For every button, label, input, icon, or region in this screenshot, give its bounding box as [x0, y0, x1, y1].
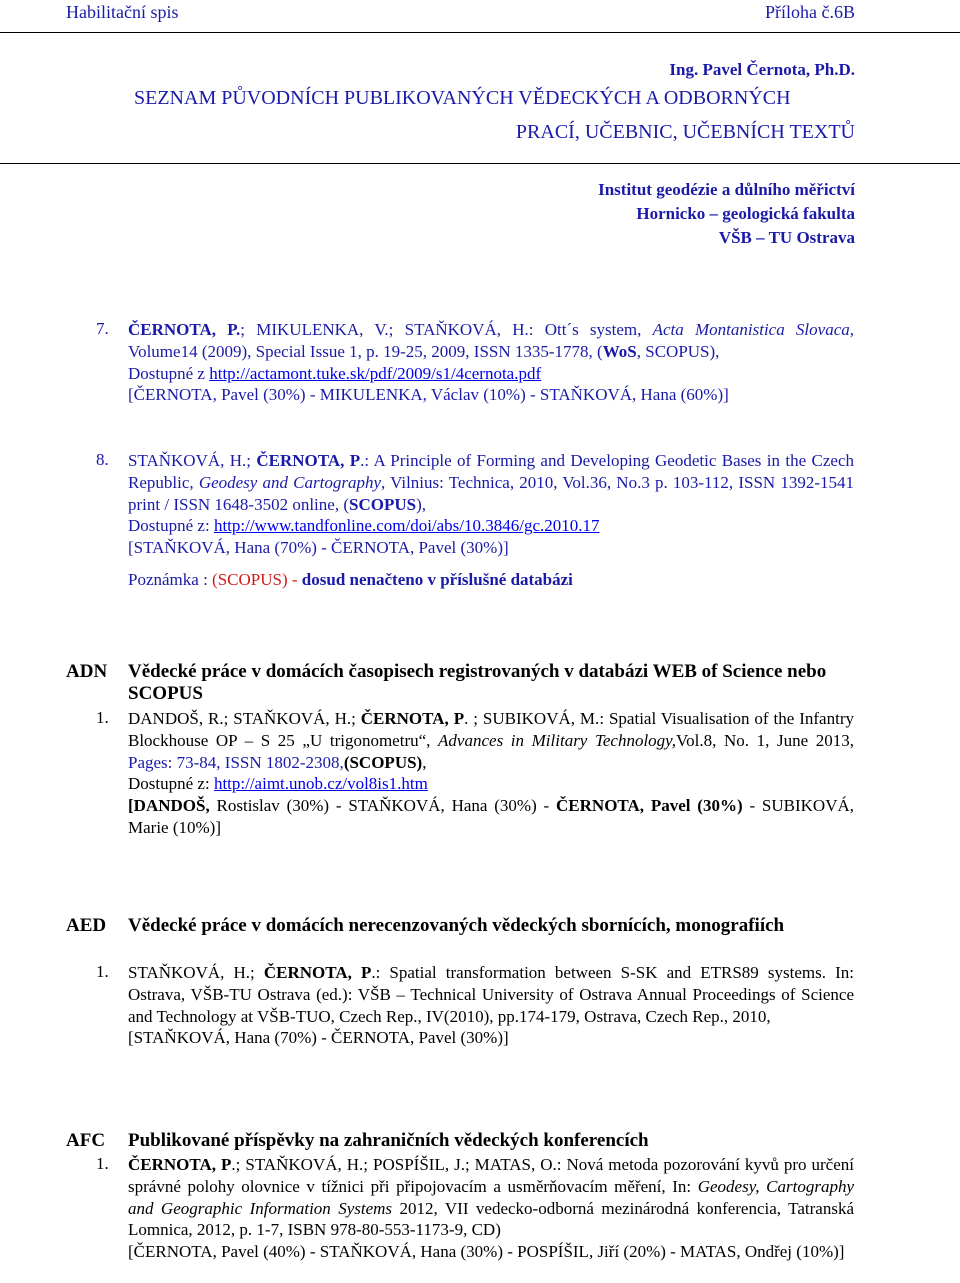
- journal-name: Advances in Military Technology,: [438, 730, 677, 750]
- header-rule: [0, 32, 960, 33]
- entry-details: 2012, VII vedecko-odborná mezinárodná konferencia, Tatranská Lomnica, 2012, p. 1-7, ISBN 978-80-553-1173-9, CD): [128, 1198, 854, 1240]
- coauthors: DANDOŠ, R.; STAŇKOVÁ, H.;: [128, 709, 361, 728]
- author-highlight: ČERNOTA, P: [360, 709, 465, 728]
- entry-details: Vol.8, No. 1, June 2013,: [676, 730, 855, 750]
- item-number: 1.: [96, 1154, 109, 1173]
- scopus-label: (SCOPUS): [343, 752, 423, 772]
- author-share: [STAŇKOVÁ, Hana (70%) - ČERNOTA, Pavel (30%)]: [128, 1028, 509, 1048]
- author-highlight: ČERNOTA, P.: [128, 320, 241, 339]
- publication-link[interactable]: http://actamont.tuke.sk/pdf/2009/s1/4cernota.pdf: [209, 363, 542, 383]
- publication-link[interactable]: http://www.tandfonline.com/doi/abs/10.3846/gc.2010.17: [213, 516, 600, 536]
- institute-line2: Hornicko – geologická fakulta: [636, 204, 855, 223]
- share-author: ČERNOTA, Pavel (30%): [556, 796, 743, 816]
- note-label: Poznámka :: [128, 570, 208, 589]
- entry-close: ),: [709, 341, 720, 361]
- entry-title: : Nová metoda pozorování kyvů pro určení správné polohy olovnice v tížnici při připojovacím a usměrňovacím měření, In:: [128, 1155, 854, 1196]
- coauthors: ; MIKULENKA, V.; STAŇKOVÁ, H.: [240, 320, 529, 339]
- author-highlight: ČERNOTA, P: [128, 1155, 232, 1174]
- author-name: Ing. Pavel Černota, Ph.D.: [669, 60, 855, 79]
- institute-line3: VŠB – TU Ostrava: [718, 228, 855, 247]
- scopus-label: SCOPUS: [349, 494, 417, 514]
- item-number: 1.: [96, 708, 109, 727]
- section-code-aed: AED: [66, 915, 107, 936]
- publication-entry-8: [128, 450, 854, 559]
- entry-close: ),: [416, 494, 426, 514]
- item-number: 1.: [96, 962, 109, 981]
- entry-close: ,: [422, 752, 427, 772]
- entry-title: .: A Principle of Forming and Developing Geodetic Bases in the Czech Republic,: [128, 451, 854, 492]
- section-code-adn: ADN: [66, 661, 108, 682]
- note-text: dosud nenačteno v příslušné databázi: [301, 570, 573, 589]
- journal-name: Geodesy, Cartography and Geographic Information Systems: [128, 1176, 854, 1218]
- coauthors: STAŇKOVÁ, H.;: [128, 451, 257, 470]
- section-title-afc: Publikované příspěvky na zahraničních vědeckých konferencích: [128, 1130, 649, 1151]
- entry-details: , Vilnius: Technica, 2010, Vol.36, No.3 p. 103-112, ISSN 1392-1541 print / ISSN 1648-3502 online, (: [128, 472, 854, 514]
- title-line2: PRACÍ, UČEBNIC, UČEBNÍCH TEXTŮ: [515, 121, 855, 143]
- entry-details: , Volume14 (2009), Special Issue 1, p. 19-25, 2009, ISSN 1335-1778, (: [128, 320, 854, 361]
- note-line: [128, 570, 573, 590]
- header-left: Habilitační spis: [66, 2, 179, 22]
- available-label: Dostupné z: [128, 363, 205, 383]
- coauthors-end: . ; SUBIKOVÁ, M.: [464, 709, 600, 728]
- title-line1: SEZNAM PŮVODNÍCH PUBLIKOVANÝCH VĚDECKÝCH A ODBORNÝCH: [134, 87, 791, 109]
- entry-details: .: Spatial transformation between S-SK and ETRS89 systems. In: Ostrava, VŠB-TU Ostrava (ed.): VŠB – Technical University of Ostrava Annual Proceedings of Science and Technology at VŠB-TUO, Czech Rep., IV(2010), pp.174-179, Ostrava, Czech Rep., 2010,: [128, 963, 854, 1026]
- note-scopus: (SCOPUS) -: [212, 570, 298, 589]
- author-share: [ČERNOTA, Pavel (40%) - STAŇKOVÁ, Hana (30%) - POSPÍŠIL, Jiří (20%) - MATAS, Ondřej (10%)]: [128, 1242, 845, 1262]
- author-highlight: ČERNOTA, P: [263, 963, 372, 982]
- author-share: [ČERNOTA, Pavel (30%) - MIKULENKA, Václav (10%) - STAŇKOVÁ, Hana (60%)]: [128, 385, 729, 405]
- entry-pages: Pages: 73-84, ISSN 1802-2308,: [128, 752, 344, 772]
- share-open: [DANDOŠ,: [128, 796, 210, 816]
- coauthors: STAŇKOVÁ, H.;: [128, 963, 264, 982]
- title-rule: [0, 163, 960, 164]
- item-number: 8.: [96, 450, 109, 469]
- publication-link[interactable]: http://aimt.unob.cz/vol8is1.htm: [213, 774, 428, 794]
- institute-line1: Institut geodézie a důlního měřictví: [598, 180, 855, 199]
- publication-entry-7: [128, 319, 854, 406]
- publication-entry-adn-1: [128, 708, 854, 839]
- header-right: Příloha č.6B: [765, 2, 855, 22]
- publication-entry-afc-1: [128, 1154, 854, 1263]
- coauthors: .; STAŇKOVÁ, H.; POSPÍŠIL, J.; MATAS, O.: [231, 1155, 557, 1174]
- scopus-label: , SCOPUS: [636, 341, 710, 361]
- entry-title: : Spatial Visualisation of the Infantry Blockhouse OP – S 25 „U trigonometru“,: [128, 709, 854, 750]
- wos-label: WoS: [602, 341, 637, 361]
- journal-name: Acta Montanistica Slovaca: [652, 320, 850, 339]
- publication-entry-aed-1: [128, 962, 854, 1049]
- available-label: Dostupné z:: [128, 774, 210, 794]
- share-end: - SUBIKOVÁ, Marie (10%)]: [128, 796, 854, 837]
- entry-title: : Ott´s system,: [528, 320, 642, 339]
- share-coauthors: Rostislav (30%) - STAŇKOVÁ, Hana (30%) -: [216, 796, 550, 816]
- section-code-afc: AFC: [66, 1130, 106, 1151]
- available-label: Dostupné z:: [128, 516, 210, 536]
- author-share: [STAŇKOVÁ, Hana (70%) - ČERNOTA, Pavel (30%)]: [128, 538, 509, 558]
- section-title-aed: Vědecké práce v domácích nerecenzovaných vědeckých sbornících, monografiích: [128, 915, 785, 936]
- journal-name: Geodesy and Cartography: [198, 472, 381, 492]
- section-title-adn: Vědecké práce v domácích časopisech registrovaných v databázi WEB of Science nebo SCOPUS: [128, 661, 827, 704]
- author-highlight: ČERNOTA, P: [256, 451, 361, 470]
- item-number: 7.: [96, 319, 109, 338]
